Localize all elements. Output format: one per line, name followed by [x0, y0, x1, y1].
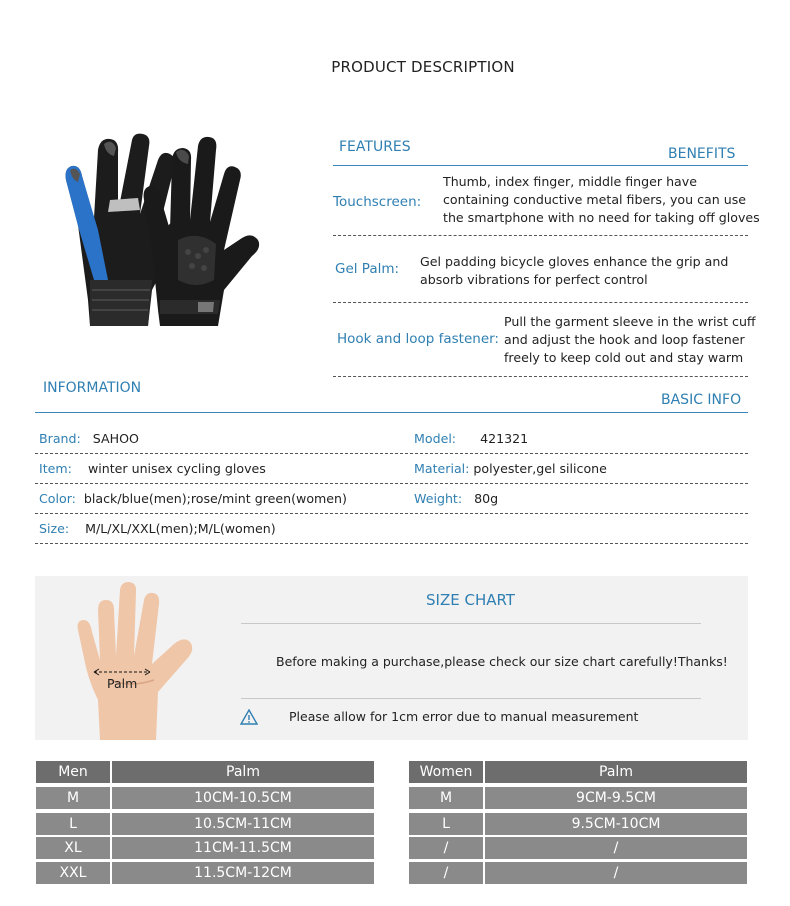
feature-gel-palm-text: Gel padding bicycle gloves enhance the grip and absorb vibrations for perfect control: [420, 254, 729, 287]
model-row: Model: 421321: [414, 431, 529, 446]
table-cell: 10CM-10.5CM: [112, 787, 374, 809]
size-chart-warning: Please allow for 1cm error due to manual measurement: [289, 709, 639, 724]
table-header: Palm: [112, 761, 374, 783]
divider: [241, 623, 701, 624]
divider: [241, 698, 701, 699]
hand-icon: [70, 580, 210, 740]
material-row: Material: polyester,gel silicone: [414, 461, 607, 476]
table-cell: /: [485, 837, 747, 859]
table-cell: /: [409, 862, 483, 884]
weight-row: Weight: 80g: [414, 491, 499, 506]
size-chart-note: Before making a purchase,please check our size chart carefully!Thanks!: [276, 654, 728, 669]
brand-row: Brand: SAHOO: [39, 431, 139, 446]
divider: [35, 483, 748, 484]
warning-triangle-icon: [240, 709, 258, 725]
table-cell: /: [485, 862, 747, 884]
size-chart-title: SIZE CHART: [426, 591, 515, 609]
table-cell: XXL: [36, 862, 110, 884]
gloves-image: [48, 130, 284, 330]
table-cell: M: [409, 787, 483, 809]
table-cell: 11.5CM-12CM: [112, 862, 374, 884]
size-row: Size: M/L/XL/XXL(men);M/L(women): [39, 521, 276, 536]
feature-hook-loop-text: Pull the garment sleeve in the wrist cuff and adjust the hook and loop fastener freely to keep cold out and stay warm: [504, 314, 756, 365]
table-header: Palm: [485, 761, 747, 783]
feature-gel-palm-label: Gel Palm:: [335, 261, 400, 277]
feature-touchscreen-label: Touchscreen:: [333, 194, 422, 210]
benefits-heading: BENEFITS: [668, 146, 736, 162]
table-header: Women: [409, 761, 483, 783]
table-cell: XL: [36, 837, 110, 859]
table-cell: 10.5CM-11CM: [112, 813, 374, 835]
divider: [35, 543, 748, 544]
table-cell: L: [36, 813, 110, 835]
divider: [333, 302, 748, 303]
palm-label: Palm: [107, 676, 138, 691]
table-cell: M: [36, 787, 110, 809]
table-cell: 11CM-11.5CM: [112, 837, 374, 859]
divider: [35, 513, 748, 514]
table-cell: /: [409, 837, 483, 859]
divider: [35, 453, 748, 454]
table-cell: 9.5CM-10CM: [485, 813, 747, 835]
divider: [333, 376, 748, 377]
feature-hook-loop-label: Hook and loop fastener:: [337, 331, 499, 347]
item-row: Item: winter unisex cycling gloves: [39, 461, 266, 476]
table-cell: L: [409, 813, 483, 835]
features-rule: [333, 165, 748, 166]
divider: [333, 235, 748, 236]
features-heading: FEATURES: [339, 139, 411, 155]
page-title: PRODUCT DESCRIPTION: [331, 58, 515, 76]
feature-touchscreen-text: Thumb, index finger, middle finger have containing conductive metal fibers, you can use the smartphone with no need for taking off gloves: [443, 174, 760, 225]
color-row: Color: black/blue(men);rose/mint green(women): [39, 491, 347, 506]
information-rule: [35, 412, 748, 413]
table-cell: 9CM-9.5CM: [485, 787, 747, 809]
table-header: Men: [36, 761, 110, 783]
basic-info-heading: BASIC INFO: [661, 392, 742, 408]
information-heading: INFORMATION: [43, 380, 142, 396]
